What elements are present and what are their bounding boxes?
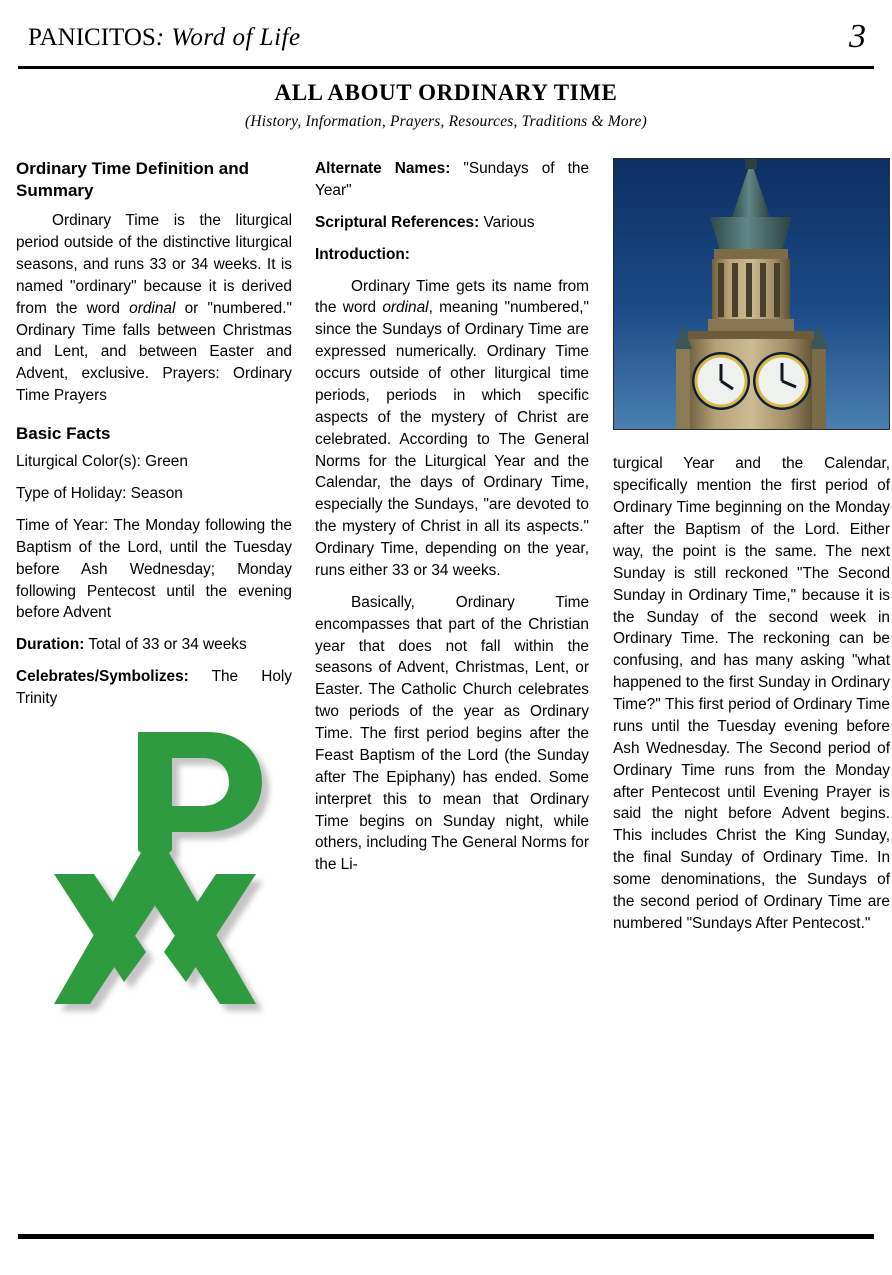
article-subheadline: (History, Information, Prayers, Resources, Traditions & More)	[245, 113, 647, 130]
scriptural-references-label: Scriptural References:	[315, 213, 480, 231]
footer-divider	[18, 1234, 874, 1239]
introduction-label-row	[315, 244, 589, 266]
introduction-paragraph-2: Basically, Ordinary Time encompasses that part of the Christian year that does not fall within the seasons of Advent, Christmas, Lent, or Easter. The Catholic Church celebrates two periods of the year as Ordinary Time. The first period begins after the Feast Baptism of the Lord (the Sunday after The Epiphany) has ended. Some interpret this to mean that Ordinary Time begins on Sunday night, while others, including The General Norms for the Li-	[315, 593, 589, 874]
definition-text-italic: ordinal	[129, 299, 176, 317]
chi-rho-graphic-container	[16, 724, 292, 1024]
article-headline: ALL ABOUT ORDINARY TIME	[274, 80, 618, 105]
fact-duration	[16, 634, 292, 656]
column-two	[315, 158, 589, 886]
intro-text-a: Ordinary Time gets its name from the word	[315, 277, 589, 317]
column-three-text	[613, 438, 890, 950]
column-three-body: turgical Year and the Calendar, specifically mention the first period of Ordinary Time beginning on the Monday after the Baptism of the Lord. Either way, the point is the same. The next Sunday is still reckoned "The Second Sunday in Ordinary Time," because it is the Sunday of the second week in Ordinary Time. The reckoning can be confusing, and has many asking "what happened to the first Sunday in Ordinary Time?" This first period of Ordinary Time runs until the Tuesday evening before Ash Wednesday. The Second period of Ordinary Time runs from the Monday after Pentecost until Evening Prayer is said the night before Advent begins. This includes Christ the King Sunday, the final Sunday of Ordinary Time. In some denominations, the Sundays of the second period of Ordinary Time are numbered "Sundays After Pentecost."	[613, 455, 890, 932]
publication-title	[28, 24, 301, 52]
fact-duration-value: Total of 33 or 34 weeks	[84, 636, 247, 654]
scriptural-references	[315, 212, 589, 234]
section-heading-basic-facts: Basic Facts	[16, 424, 111, 444]
fact-type-of-holiday: Type of Holiday: Season	[16, 485, 183, 503]
fact-time-of-year: Time of Year: The Monday following the Baptism of the Lord, until the Tuesday before Ash Wednesday; Monday following Pentecost until the evening before Advent	[16, 516, 292, 622]
column-one	[16, 158, 292, 1024]
introduction-label: Introduction:	[315, 245, 410, 263]
section-heading-definition: Ordinary Time Definition and Summary	[16, 159, 249, 201]
fact-celebrates-value: The Holy Trinity	[16, 668, 292, 708]
big-ben-illustration	[614, 159, 889, 429]
introduction-paragraph-1	[315, 276, 589, 582]
definition-text-b: or "numbered." Ordinary Time falls between Christmas and Lent, and between Easter and Advent, exclusive. Prayers: Ordinary Time Prayers	[16, 299, 292, 405]
fact-celebrates-label: Celebrates/Symbolizes:	[16, 668, 189, 686]
publication-title-sub: : Word of Life	[155, 24, 301, 51]
scriptural-references-value: Various	[483, 213, 535, 231]
definition-paragraph	[16, 210, 292, 407]
intro-text-b: , meaning "numbered," since the Sundays of Ordinary Time are expressed numerically. Ordinary Time occurs outside of other liturgical time periods, periods in which specific aspects of the mystery of Christ are celebrated. According to The General Norms for the Liturgical Year and the Calendar, the days of Ordinary Time, especially the Sundays, "are devoted to the mystery of Christ in all its aspects." Ordinary Time, depending on the year, runs either 33 or 34 weeks.	[315, 299, 590, 579]
fact-celebrates	[16, 666, 292, 710]
chi-rho-icon	[34, 724, 274, 1024]
masthead-divider	[18, 66, 874, 69]
alternate-names-value: "Sundays of the Year"	[315, 160, 589, 199]
clock-tower-photo	[613, 158, 890, 430]
page-number: 3	[849, 18, 866, 55]
alternate-names-label: Alternate Names:	[315, 160, 451, 177]
fact-duration-label: Duration:	[16, 636, 85, 654]
publication-title-main: PANICITOS	[28, 24, 156, 51]
intro-text-italic: ordinal	[382, 299, 429, 317]
definition-text-a: Ordinary Time is the liturgical period outside of the distinctive liturgical seasons, and runs 33 or 34 weeks. It is named "ordinary" because it is derived from the word	[16, 212, 292, 317]
fact-liturgical-color: Liturgical Color(s): Green	[16, 453, 188, 471]
alternate-names	[315, 158, 589, 202]
masthead	[18, 18, 874, 66]
article-columns	[16, 158, 890, 1213]
